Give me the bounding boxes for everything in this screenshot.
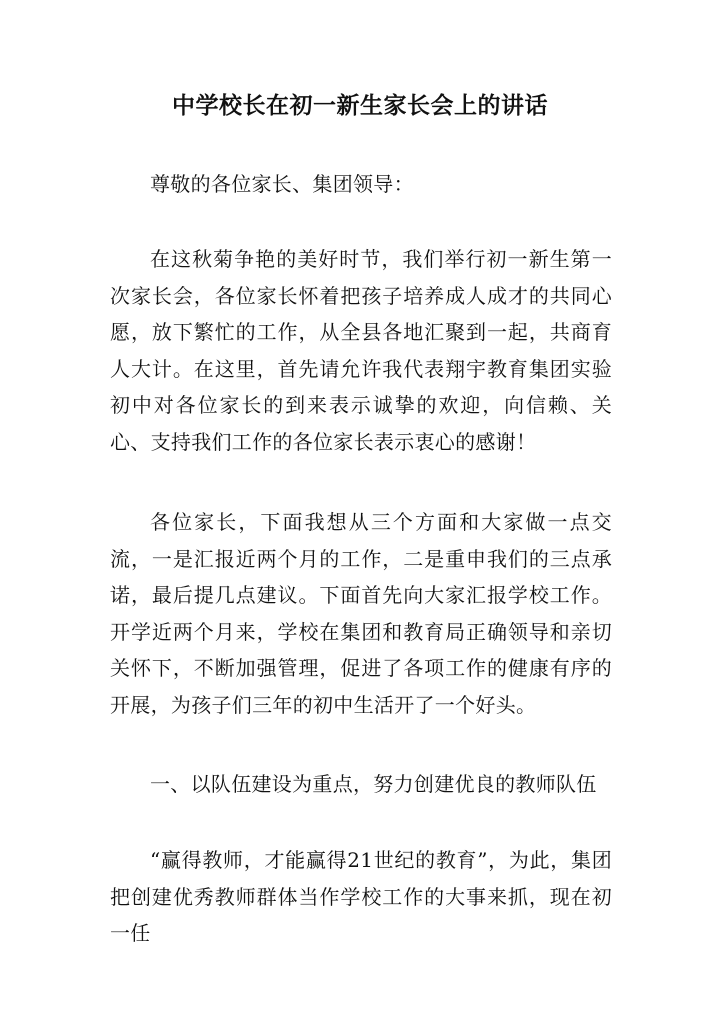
greeting-paragraph: 尊敬的各位家长、集团领导： — [150, 172, 414, 196]
section-heading-teacher-team: 一、以队伍建设为重点，努力创建优良的教师队伍 — [150, 772, 597, 796]
body-paragraph-overview: 各位家长，下面我想从三个方面和大家做一点交流，一是汇报近两个月的工作，二是重申我们的三点承诺，最后提几点建议。下面首先向大家汇报学校工作。开学近两个月来，学校在集团和教育局正确领导和亲切关怀下，不断加强管理，促进了各项工作的健康有序的开展，为孩子们三年的初中生活开了一个好头。 — [110, 510, 612, 717]
body-paragraph-teachers: “赢得教师，才能赢得21世纪的教育”，为此，集团把创建优秀教师群体当作学校工作的大事来抓，现在初一任 — [110, 848, 612, 945]
document-title: 中学校长在初一新生家长会上的讲话 — [172, 93, 548, 119]
body-paragraph-welcome: 在这秋菊争艳的美好时节，我们举行初一新生第一次家长会，各位家长怀着把孩子培养成人成才的共同心愿，放下繁忙的工作，从全县各地汇聚到一起，共商育人大计。在这里，首先请允许我代表翔宇教育集团实验初中对各位家长的到来表示诚挚的欢迎，向信赖、关心、支持我们工作的各位家长表示衷心的感谢！ — [110, 247, 612, 454]
